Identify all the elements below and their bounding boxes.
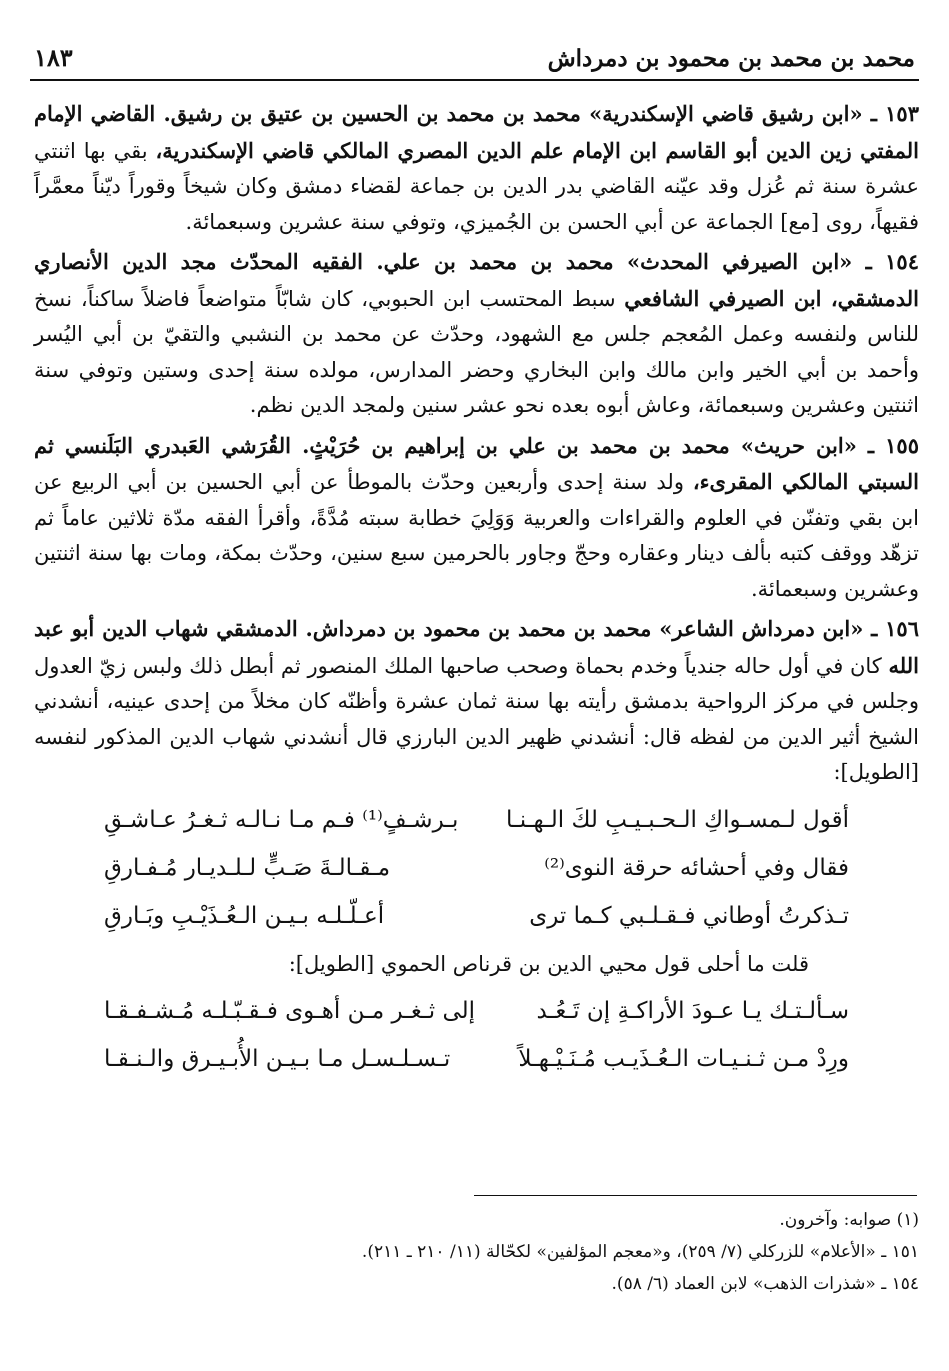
hemistich-left: بـرشـفٍ⁽¹⁾ فـم مـا نـالـه ثـغـرُ عـاشـقِ xyxy=(104,806,459,833)
entry-text: سبط المحتسب ابن الحبوبي، كان شابّاً متواضعاً فاضلاً ساكناً، نسخ للناس ولنفسه وعمل المُعجم جلس مع الشهود، وحدّث عن محمد بن النشبي والتقيّ بن أبي اليُسر وأحمد بن أبي الخير وابن مالك وابن البخاري وحضر المدارس، مولده سنة إحدى وستين وتوفي سنة اثنتين وعشرين وسبعمائة، وعاش أبوه بعده نحو عشر سنين ولمجد الدين نظم. xyxy=(34,286,919,417)
footnote: ١٥٤ ـ «شذرات الذهب» لابن العماد (٦/ ٥٨). xyxy=(611,1274,919,1294)
hemistich-right: أقول لـمسـواكِ الـحـبـيـبِ لكَ الـهـنـا xyxy=(506,806,849,833)
page-number: ١٨٣ xyxy=(34,43,73,72)
hemistich-right: تـذكرتُ أوطاني فـقـلـبي كـما ترى xyxy=(529,902,849,929)
poem-1 xyxy=(34,797,919,941)
poem-2-intro: قلت ما أحلى قول محيي الدين بن قرناص الحموي [الطويل]: xyxy=(288,951,809,976)
entry-154 xyxy=(34,244,919,424)
entry-heading: ١٥٤ ـ «ابن الصيرفي المحدث» محمد بن محمد بن علي. الفقيه المحدّث مجد الدين الأنصاري الدمشقي، ابن الصيرفي الشافعي xyxy=(34,249,919,311)
poem-line xyxy=(34,988,919,1036)
hemistich-left: مـقـالـةَ صَـبٍّ لـلـديـار مُـفـارقِ xyxy=(104,854,391,881)
entry-155 xyxy=(34,428,919,608)
entry-text: ولد سنة إحدى وأربعين وحدّث بالموطأ عن أبي الحسين بن أبي الربيع عن ابن بقي وتفنّن في العلوم والقراءات والعربية وَوَلِيَ خطابة سبته مُدَّةً، وأقرأ الفقه مدّة ثلاثين عاماً ثم تزهّد ووقف كتبه بألف دينار وعقاره وحجّ وجاور بالحرمين سبع سنين، وحدّث بمكة، ومات بها سنة اثنتين وعشرين وسبعمائة. xyxy=(34,470,919,601)
entry-heading: ١٥٦ ـ «ابن دمرداش الشاعر» محمد بن محمد بن محمود بن دمرداش. الدمشقي شهاب الدين أبو عبد الله xyxy=(34,616,919,678)
footnote: (١) صوابه: وآخرون. xyxy=(779,1210,919,1230)
poem-line xyxy=(34,797,919,845)
entry-heading: ١٥٥ ـ «ابن حريث» محمد بن محمد بن علي بن إبراهيم بن حُرَيْثٍ. القُرَشي العَبدري البَلَنسي ثم السبتي المالكي المقرىء، xyxy=(34,432,919,494)
poem-line xyxy=(34,845,919,893)
hemistich-left: أعـلّـلـه بـيـن الـعُـذَيْـبِ وبَـارقِ xyxy=(104,902,385,929)
footnote: ١٥١ ـ «الأعلام» للزركلي (٧/ ٢٥٩)، و«معجم المؤلفين» لكحّالة (١١/ ٢١٠ ـ ٢١١). xyxy=(361,1242,919,1262)
main-text xyxy=(34,96,919,1090)
footnotes xyxy=(34,1204,919,1300)
footnote-rule xyxy=(474,1195,917,1196)
hemistich-left: تـسـلـسـل مـا بـيـن الأُبـيـرق والـنـقـا xyxy=(104,1046,451,1073)
entry-text: كان في أول حاله جندياً وخدم بحماة وصحب صاحبها الملك المنصور ثم أبطل ذلك ولبس زيّ العدول وجلس في مركز الرواحية بدمشق رأيته بها سنة ثمان عشرة وأظنّه كان مخلاً من إحدى عينيه، أنشدني الشيخ أثير الدين من لفظه قال: أنشدني ظهير الدين البارزي قال أنشدني شهاب الدين المذكور لنفسه [الطويل]: xyxy=(34,653,919,784)
running-title: محمد بن محمد بن محمود بن دمرداش xyxy=(547,45,915,72)
page-header xyxy=(30,32,919,78)
poem-line xyxy=(34,893,919,941)
entry-153 xyxy=(34,96,919,240)
entry-156 xyxy=(34,611,919,791)
header-rule xyxy=(30,79,919,81)
entry-text: بقي بها اثنتي عشرة سنة ثم عُزل وقد عيّنه القاضي بدر الدين بن جماعة لقضاء دمشق وكان شيخاً وقوراً ديّناً معمَّراً فقيهاً، روى [مع] الجماعة عن أبي الحسن بن الجُميزي، وتوفي سنة عشرين وسبعمائة. xyxy=(34,138,919,234)
hemistich-right: فقال وفي أحشائه حرقة النوى⁽²⁾ xyxy=(544,854,849,881)
hemistich-left: إلى ثـغـر مـن أهـوى فـقـبّـلـه مُـشـفـقـا xyxy=(104,998,476,1025)
hemistich-right: سـألـتـك يـا عـودَ الأراكـةِ إن تَـعُـد xyxy=(536,998,849,1025)
entry-heading: ١٥٣ ـ «ابن رشيق قاضي الإسكندرية» محمد بن محمد بن الحسين بن عتيق بن رشيق. القاضي الإمام المفتي زين الدين أبو القاسم ابن الإمام علم الدين المصري المالكي قاضي الإسكندرية، xyxy=(34,101,919,163)
poem-2 xyxy=(34,988,919,1084)
poem-line xyxy=(34,1036,919,1084)
hemistich-right: ورِدْ مـن ثـنـيـات الـعُـذَيـب مُـنَـيْـهـلاً xyxy=(518,1046,849,1073)
